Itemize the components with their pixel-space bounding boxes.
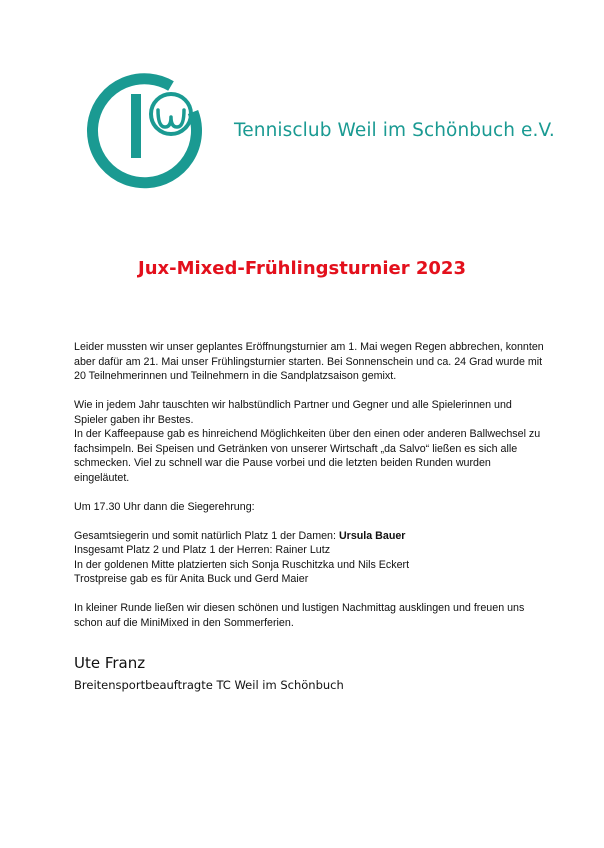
- winner-line-prefix: Gesamtsiegerin und somit natürlich Platz 1 der Damen:: [74, 529, 339, 542]
- paragraph-tournament-line: Wie in jedem Jahr tauschten wir halbstündlich Partner und Gegner und alle Spielerinnen und Spieler gaben ihr Bestes.: [74, 399, 512, 426]
- winner-line: [74, 529, 544, 544]
- paragraph-ceremony: Um 17.30 Uhr dann die Siegerehrung:: [74, 500, 255, 513]
- paragraph-coffee-break: In der Kaffeepause gab es hinreichend Möglichkeiten über den einen oder anderen Ballwechsel zu fachsimpeln. Bei Speisen und Getränken von unserer Wirtschaft „da Salvo“ ließen es sich alle schmecken. Viel zu schnell war die Pause vorbei und die letzten beiden Runden wurden eingeläutet.: [74, 428, 541, 484]
- page-title: Jux-Mixed-Frühlingsturnier 2023: [138, 258, 466, 279]
- winner-name: Ursula Bauer: [338, 529, 406, 542]
- winner-line: Insgesamt Platz 2 und Platz 1 der Herren: Rainer Lutz: [74, 544, 331, 556]
- paragraph-intro: Leider mussten wir unser geplantes Eröffnungsturnier am 1. Mai wegen Regen abbrechen, konnten aber dafür am 21. Mai unser Frühlingsturnier starten. Bei Sonnenschein und ca. 24 Grad wurde mit 20 Teilnehmerinnen und Teilnehmern in die Sandplatzsaison gemixt.: [74, 341, 544, 382]
- club-name: Tennisclub Weil im Schönbuch e.V.: [234, 120, 555, 141]
- article-body: [74, 340, 544, 645]
- winner-line: Trostpreise gab es für Anita Buck und Gerd Maier: [74, 573, 309, 585]
- paragraph-tournament: [74, 398, 544, 485]
- signature-block: [74, 654, 344, 692]
- signature-role: Breitensportbeauftragte TC Weil im Schönbuch: [74, 678, 344, 692]
- winner-line: In der goldenen Mitte platzierten sich Sonja Ruschitzka und Nils Eckert: [74, 558, 410, 571]
- paragraph-closing: In kleiner Runde ließen wir diesen schönen und lustigen Nachmittag ausklingen und freuen uns schon auf die MiniMixed in den Sommerferien.: [74, 602, 525, 629]
- winners-list: [74, 529, 544, 587]
- tc-weil-logo-icon: [83, 72, 207, 196]
- signature-name: Ute Franz: [74, 654, 146, 672]
